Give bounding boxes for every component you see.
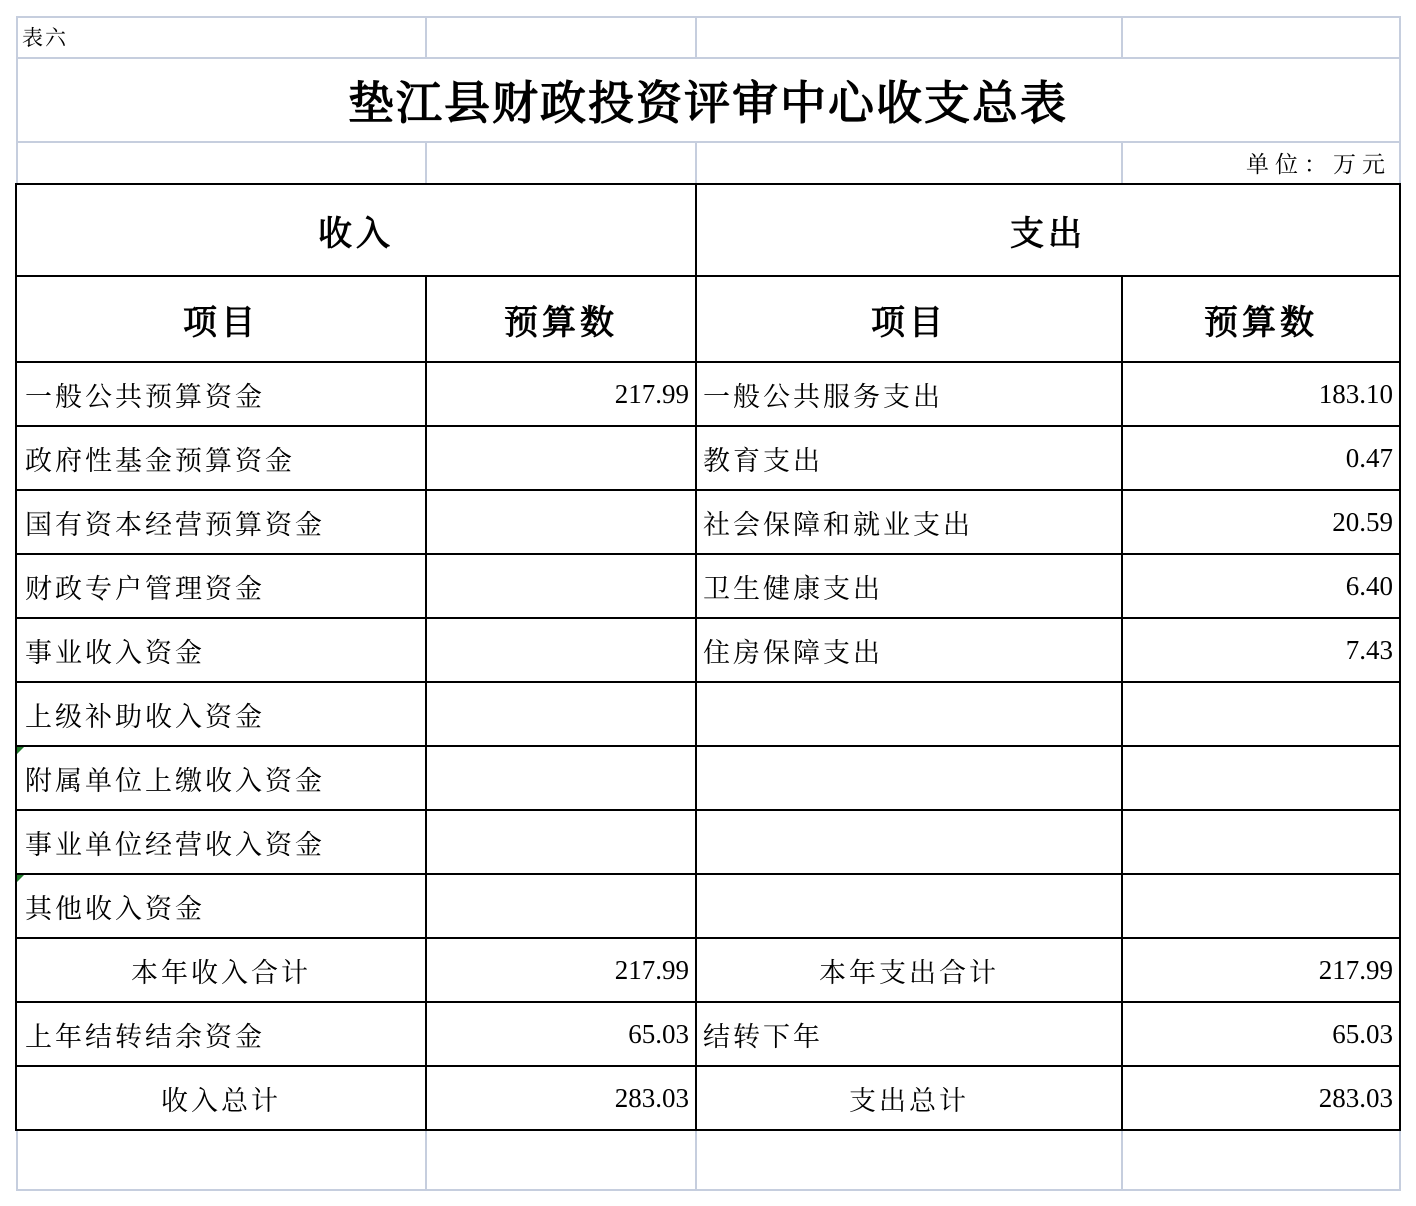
table-border (15, 1129, 1401, 1131)
grand-expense-total-label: 支出总计 (849, 1085, 969, 1117)
expense-item-header: 项目 (871, 302, 947, 343)
grand-expense-total-value: 283.03 (1318, 1082, 1393, 1113)
income-item-cell: 上级补助收入资金 (25, 701, 265, 733)
expense-item-cell: 社会保障和就业支出 (703, 509, 973, 541)
year-income-total-label: 本年收入合计 (131, 957, 311, 989)
year-expense-total-value: 217.99 (1318, 954, 1393, 985)
income-section-header: 收入 (318, 213, 394, 254)
expense-item-cell: 教育支出 (703, 445, 823, 477)
expense-value-cell: 6.40 (1345, 570, 1393, 601)
cell-marker-icon (17, 875, 24, 882)
income-value-cell (427, 875, 695, 937)
expense-item-cell (697, 875, 1121, 937)
sheet-label: 表六 (22, 26, 68, 50)
gridline (1121, 1130, 1123, 1190)
gridline (16, 1130, 18, 1190)
income-item-cell: 财政专户管理资金 (25, 573, 265, 605)
income-budget-header: 预算数 (504, 302, 618, 343)
income-value-cell (427, 683, 695, 745)
expense-item-cell: 住房保障支出 (703, 637, 883, 669)
income-item-cell: 国有资本经营预算资金 (25, 509, 325, 541)
income-value-cell (427, 427, 695, 489)
income-value-cell (427, 491, 695, 553)
expense-value-cell: 0.47 (1345, 442, 1393, 473)
expense-value-cell (1123, 875, 1399, 937)
expense-value-cell (1123, 811, 1399, 873)
table-border (1399, 183, 1401, 1131)
gridline (695, 1130, 697, 1190)
gridline (425, 141, 427, 184)
carry-in-value: 65.03 (628, 1018, 689, 1049)
page-title: 垫江县财政投资评审中心收支总表 (348, 75, 1068, 130)
carry-in-label: 上年结转结余资金 (25, 1021, 265, 1053)
expense-item-cell (697, 683, 1121, 745)
gridline (1121, 16, 1123, 58)
gridline (16, 1189, 1401, 1191)
income-value-cell (427, 811, 695, 873)
expense-item-cell (697, 747, 1121, 809)
expense-budget-header: 预算数 (1204, 302, 1318, 343)
gridline (1399, 1130, 1401, 1190)
income-item-header: 项目 (183, 302, 259, 343)
unit-label: 单位：万元 (1246, 152, 1391, 178)
gridline (695, 16, 697, 58)
carry-out-label: 结转下年 (703, 1021, 823, 1053)
expense-value-cell: 183.10 (1318, 378, 1393, 409)
expense-value-cell (1123, 747, 1399, 809)
income-value-cell (427, 555, 695, 617)
year-expense-total-label: 本年支出合计 (819, 957, 999, 989)
expense-item-cell: 卫生健康支出 (703, 573, 883, 605)
income-item-cell: 附属单位上缴收入资金 (25, 765, 325, 797)
income-item-cell: 事业收入资金 (25, 637, 205, 669)
income-item-cell: 其他收入资金 (25, 893, 205, 925)
income-item-cell: 事业单位经营收入资金 (25, 829, 325, 861)
expense-value-cell: 20.59 (1332, 506, 1393, 537)
grand-income-total-value: 283.03 (614, 1082, 689, 1113)
expense-value-cell (1123, 683, 1399, 745)
year-income-total-value: 217.99 (614, 954, 689, 985)
income-value-cell (427, 747, 695, 809)
expense-value-cell: 7.43 (1345, 634, 1393, 665)
gridline (695, 141, 697, 184)
gridline (425, 16, 427, 58)
cell-marker-icon (17, 747, 24, 754)
income-value-cell (427, 619, 695, 681)
expense-section-header: 支出 (1010, 213, 1086, 254)
carry-out-value: 65.03 (1332, 1018, 1393, 1049)
expense-item-cell: 一般公共服务支出 (703, 381, 943, 413)
income-item-cell: 一般公共预算资金 (25, 381, 265, 413)
income-item-cell: 政府性基金预算资金 (25, 445, 295, 477)
income-value-cell: 217.99 (614, 378, 689, 409)
expense-item-cell (697, 811, 1121, 873)
gridline (425, 1130, 427, 1190)
grand-income-total-label: 收入总计 (161, 1085, 281, 1117)
